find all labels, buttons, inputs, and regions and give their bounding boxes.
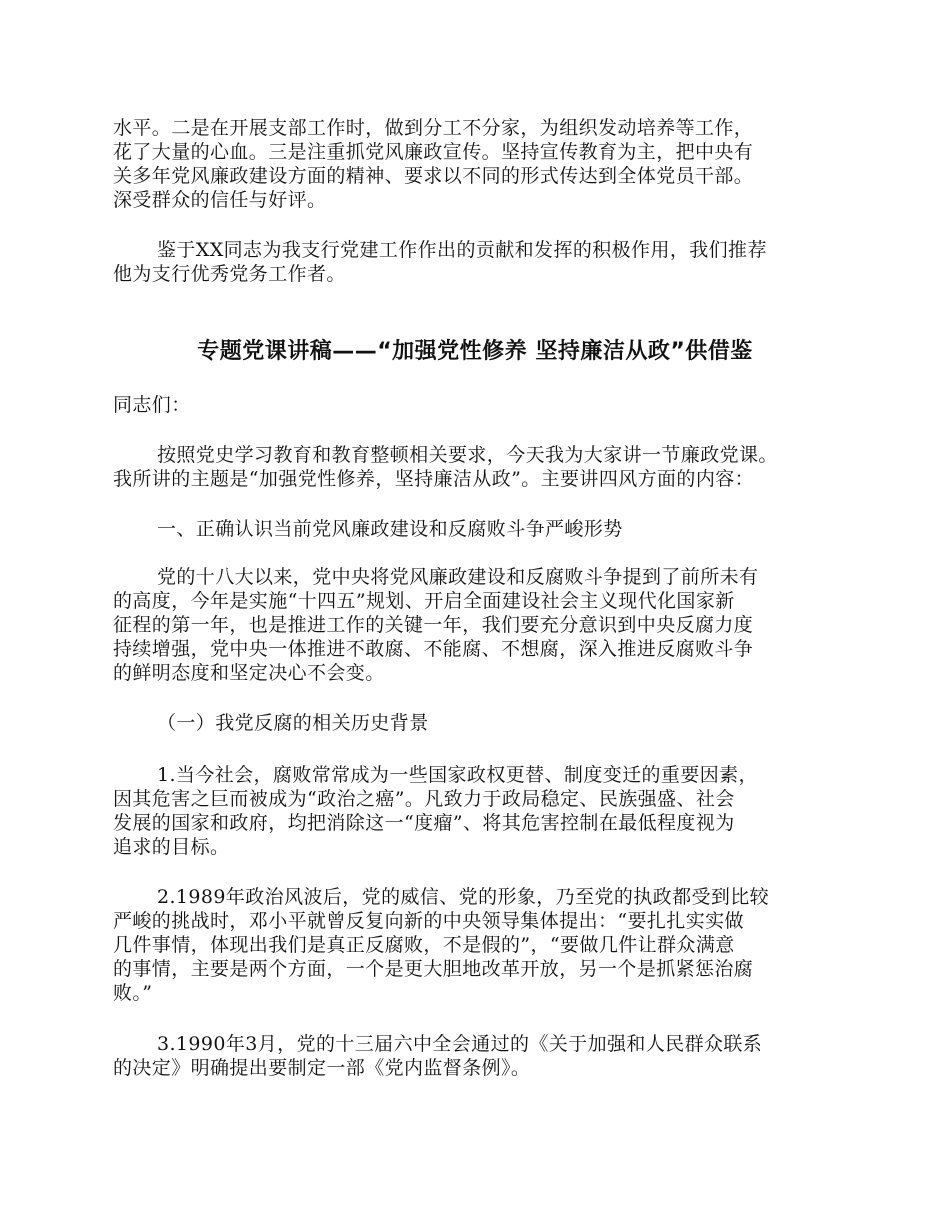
paragraph-line: 因其危害之巨而被成为“政治之癌”。凡致力于政局稳定、民族强盛、社会 <box>113 788 735 810</box>
paragraph-line: 按照党史学习教育和教育整顿相关要求，今天我为大家讲一节廉政党课。 <box>157 444 778 466</box>
paragraph-line: 他为支行优秀党务工作者。 <box>113 263 346 285</box>
paragraph-line: 追求的目标。 <box>113 836 230 858</box>
paragraph-line: 我所讲的主题是“加强党性修养，坚持廉洁从政”。主要讲四风方面的内容： <box>113 468 755 490</box>
paragraph-line: 1.当今社会，腐败常常成为一些国家政权更替、制度变迁的重要因素， <box>157 764 758 786</box>
paragraph-line: 花了大量的心血。三是注重抓党风廉政宣传。坚持宣传教育为主，把中央有 <box>113 141 754 163</box>
paragraph-line: 2.1989年政治风波后，党的威信、党的形象，乃至党的执政都受到比较 <box>157 886 770 908</box>
paragraph-line: 鉴于XX同志为我支行党建工作作出的贡献和发挥的积极作用，我们推荐 <box>157 239 767 261</box>
paragraph-line: 关多年党风廉政建设方面的精神、要求以不同的形式传达到全体党员干部。 <box>113 165 754 187</box>
paragraph-line: 的高度，今年是实施“十四五”规划、开启全面建设社会主义现代化国家新 <box>113 590 735 612</box>
paragraph-line: 败。” <box>113 982 153 1004</box>
section-heading: 一、正确认识当前党风廉政建设和反腐败斗争严峻形势 <box>157 518 623 540</box>
paragraph-line: 持续增强，党中央一体推进不敢腐、不能腐、不想腐，深入推进反腐败斗争 <box>113 638 754 660</box>
subsection-heading: （一）我党反腐的相关历史背景 <box>157 712 429 734</box>
greeting: 同志们： <box>113 394 191 416</box>
document-title: 专题党课讲稿——“加强党性修养 坚持廉洁从政”供借鉴 <box>197 339 753 364</box>
paragraph-line: 党的十八大以来，党中央将党风廉政建设和反腐败斗争提到了前所未有 <box>157 566 759 588</box>
paragraph-line: 几件事情，体现出我们是真正反腐败，不是假的”，“要做几件让群众满意 <box>113 934 735 956</box>
paragraph-line: 深受群众的信任与好评。 <box>113 189 327 211</box>
paragraph-line: 的事情，主要是两个方面，一个是更大胆地改革开放，另一个是抓紧惩治腐 <box>113 958 754 980</box>
paragraph-line: 的鲜明态度和坚定决心不会变。 <box>113 662 385 684</box>
paragraph-line: 发展的国家和政府，均把消除这一“度瘤”、将其危害控制在最低程度视为 <box>113 812 735 834</box>
paragraph-line: 严峻的挑战时，邓小平就曾反复向新的中央领导集体提出：“要扎扎实实做 <box>113 910 744 932</box>
paragraph-line: 水平。二是在开展支部工作时，做到分工不分家，为组织发动培养等工作， <box>113 117 754 139</box>
paragraph-line: 的决定》明确提出要制定一部《党内监督条例》。 <box>113 1057 531 1079</box>
paragraph-line: 征程的第一年，也是推进工作的关键一年，我们要充分意识到中央反腐力度 <box>113 614 754 636</box>
paragraph-line: 3.1990年3月，党的十三届六中全会通过的《关于加强和人民群众联系 <box>157 1033 763 1055</box>
